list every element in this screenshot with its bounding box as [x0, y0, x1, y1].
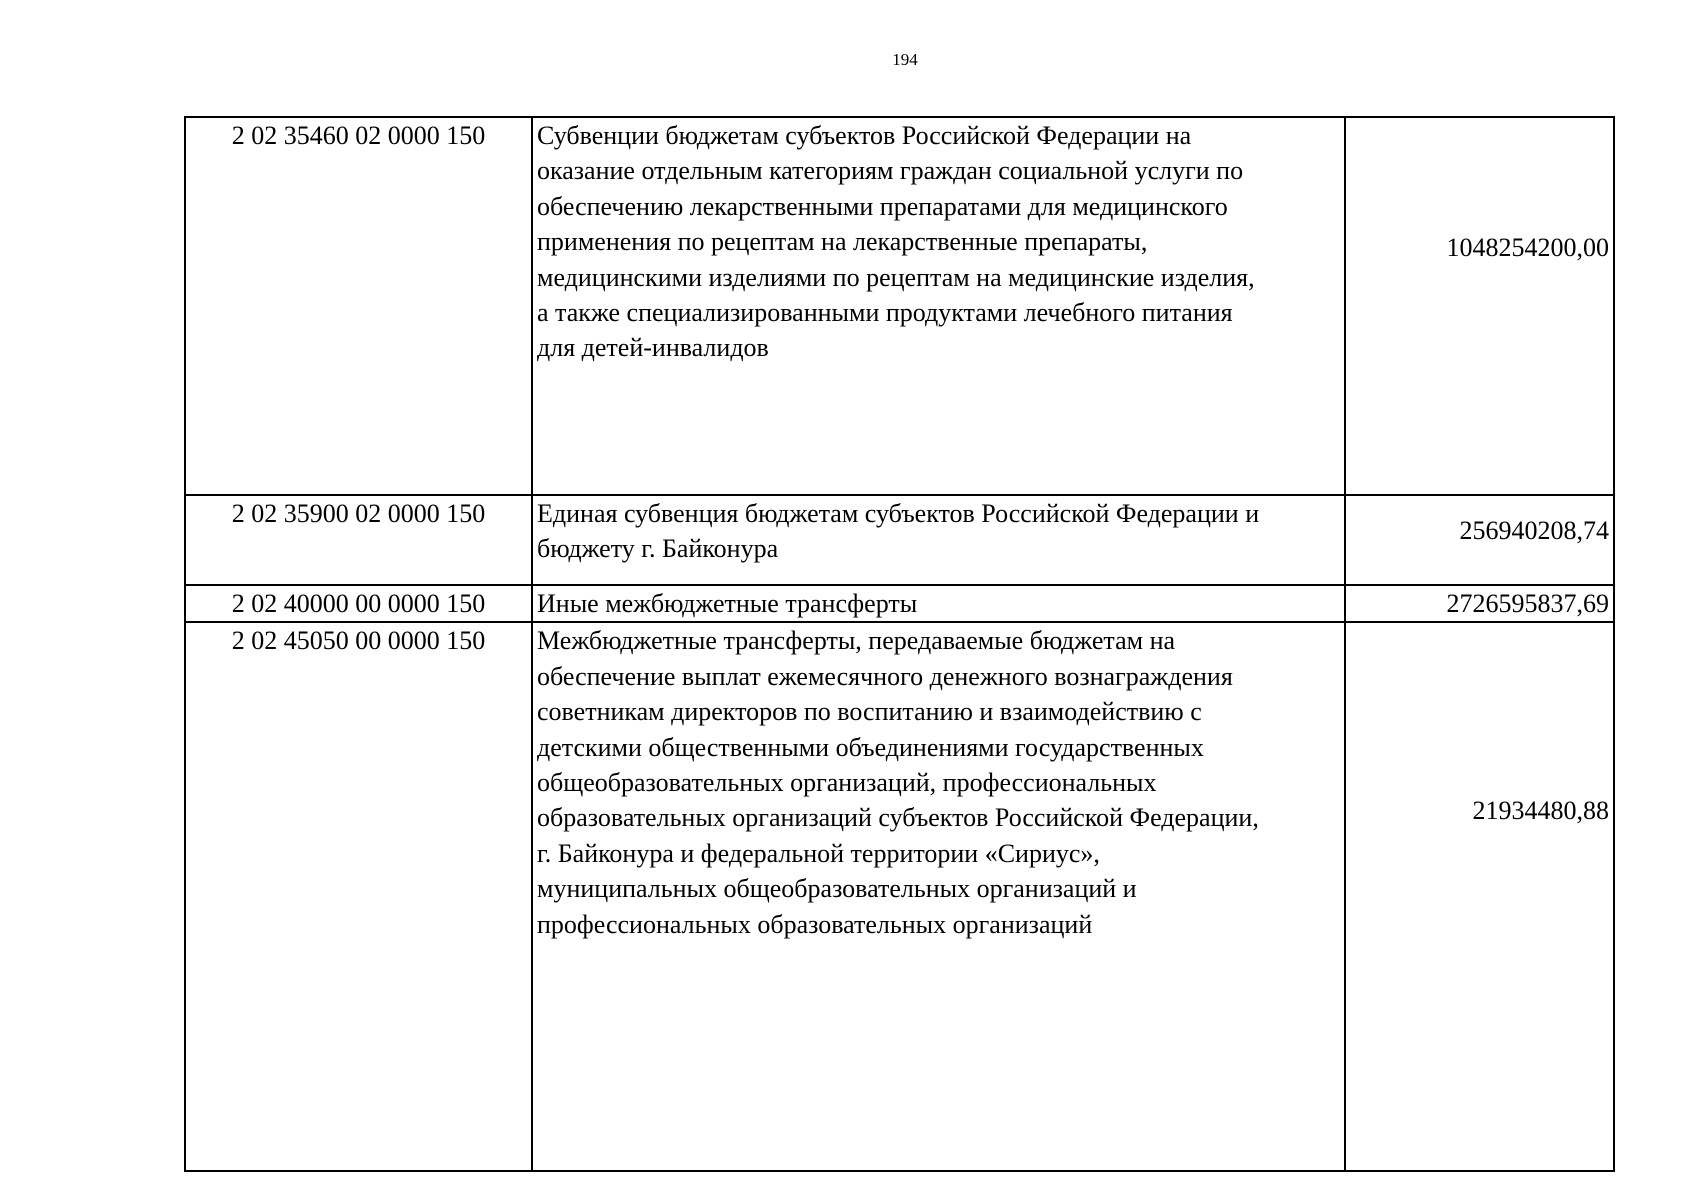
table-row [185, 585, 1614, 622]
table-row [185, 117, 1614, 495]
description-line: медицинскими изделиями по рецептам на медицинские изделия, [537, 262, 1255, 292]
description-line: Межбюджетные трансферты, передаваемые бюджетам на [537, 626, 1176, 656]
description-line: советникам директоров по воспитанию и взаимодействию с [537, 697, 1202, 727]
amount-cell: 21934480,88 [1345, 622, 1614, 1171]
table-row [185, 495, 1614, 585]
description-cell [532, 117, 1345, 495]
description-line: профессиональных образовательных организаций [537, 909, 1093, 939]
budget-table [184, 116, 1615, 1172]
description-line: г. Байконура и федеральной территории «Сириус», [537, 838, 1100, 868]
description-line: обеспечению лекарственными препаратами для медицинского [537, 191, 1228, 221]
description-line: Единая субвенция бюджетам субъектов Российской Федерации и [537, 499, 1260, 528]
amount-cell: 256940208,74 [1345, 495, 1614, 585]
budget-code-cell: 2 02 40000 00 0000 150 [185, 585, 532, 622]
budget-code-cell: 2 02 45050 00 0000 150 [185, 622, 532, 1171]
description-line: детскими общественными объединениями государственных [537, 732, 1204, 762]
description-line: муниципальных общеобразовательных организаций и [537, 874, 1137, 904]
budget-code-cell: 2 02 35900 02 0000 150 [185, 495, 532, 585]
description-line: а также специализированными продуктами лечебного питания [537, 298, 1233, 328]
description-line: образовательных организаций субъектов Российской Федерации, [537, 803, 1259, 833]
description-line: для детей-инвалидов [537, 333, 769, 363]
description-line: оказание отдельным категориям граждан социальной услуги по [537, 156, 1244, 186]
page-number: 194 [892, 50, 918, 69]
description-cell [532, 585, 1345, 622]
description-line: применения по рецептам на лекарственные препараты, [537, 227, 1148, 257]
description-line: Субвенции бюджетам субъектов Российской Федерации на [537, 121, 1192, 150]
amount-cell: 2726595837,69 [1345, 585, 1614, 622]
amount-cell: 1048254200,00 [1345, 117, 1614, 495]
description-line: бюджету г. Байконура [537, 534, 779, 564]
description-cell [532, 495, 1345, 585]
table-row [185, 622, 1614, 1171]
description-line: Иные межбюджетные трансферты [537, 589, 918, 618]
description-line: общеобразовательных организаций, профессиональных [537, 768, 1157, 798]
description-line: обеспечение выплат ежемесячного денежного вознаграждения [537, 661, 1233, 691]
description-cell [532, 622, 1345, 1171]
budget-code-cell: 2 02 35460 02 0000 150 [185, 117, 532, 495]
